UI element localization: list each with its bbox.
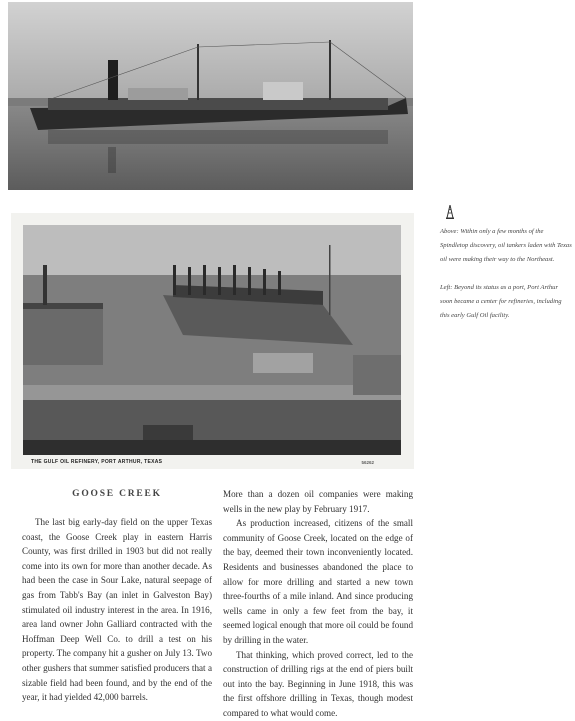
paragraph: That thinking, which proved correct, led to the construction of drilling rigs at the end of piers built out into the bay. Beginning in June 1918, this was the first offshore drilling in Texas, though modest compared to what would come. <box>223 649 413 718</box>
refinery-photo <box>23 225 401 455</box>
section-heading: GOOSE CREEK <box>72 489 162 499</box>
caption-above: Above: Within only a few months of the Spindletop discovery, oil tankers laden with Texas oil were making their way to the Northeast. <box>440 228 572 263</box>
refinery-postcard-caption: THE GULF OIL REFINERY, PORT ARTHUR, TEXAS <box>31 459 163 465</box>
caption-left: Left: Beyond its status as a port, Port Arthur soon became a center for refineries, including this early Gulf Oil facility. <box>440 284 562 319</box>
article-column-left <box>22 515 212 705</box>
refinery-postcard-number: 56262 <box>361 460 374 465</box>
photo-captions <box>440 205 572 337</box>
article-column-right <box>223 487 413 721</box>
refinery-photo-image <box>23 225 401 455</box>
tanker-photo <box>8 2 413 190</box>
paragraph: The last big early-day field on the upper Texas coast, the Goose Creek play in eastern Harris County, was first drilled in 1903 but did not really come into its own for more than another decade. As had been the case in Sour Lake, natural seepage of gas from Tabb's Bay (an inlet in Galveston Bay) stimulated oil industry interest in the area. In 1916, area land owner John Galliard contracted with the Hoffman Deep Well Co. to drill a test on his property. The company hit a gusher on July 13. Two other gushers that summer satisfied producers that a sizable field had been found, and by the end of the year, it had yielded 42,000 barrels. <box>22 517 212 703</box>
tanker-photo-image <box>8 2 413 190</box>
paragraph: More than a dozen oil companies were making wells in the new play by February 1917. <box>223 489 413 514</box>
oil-derrick-icon <box>445 205 455 219</box>
paragraph: As production increased, citizens of the small community of Goose Creek, located on the edge of the bay, deemed their town inconveniently located. Residents and businesses abandoned the place to allow for more drilling and started a new town three-fourths of a mile inland. And since producing wells came in only a few feet from the bay, it seemed logical enough that more oil could be found by drilling in the water. <box>223 518 413 645</box>
refinery-postcard <box>11 213 414 469</box>
